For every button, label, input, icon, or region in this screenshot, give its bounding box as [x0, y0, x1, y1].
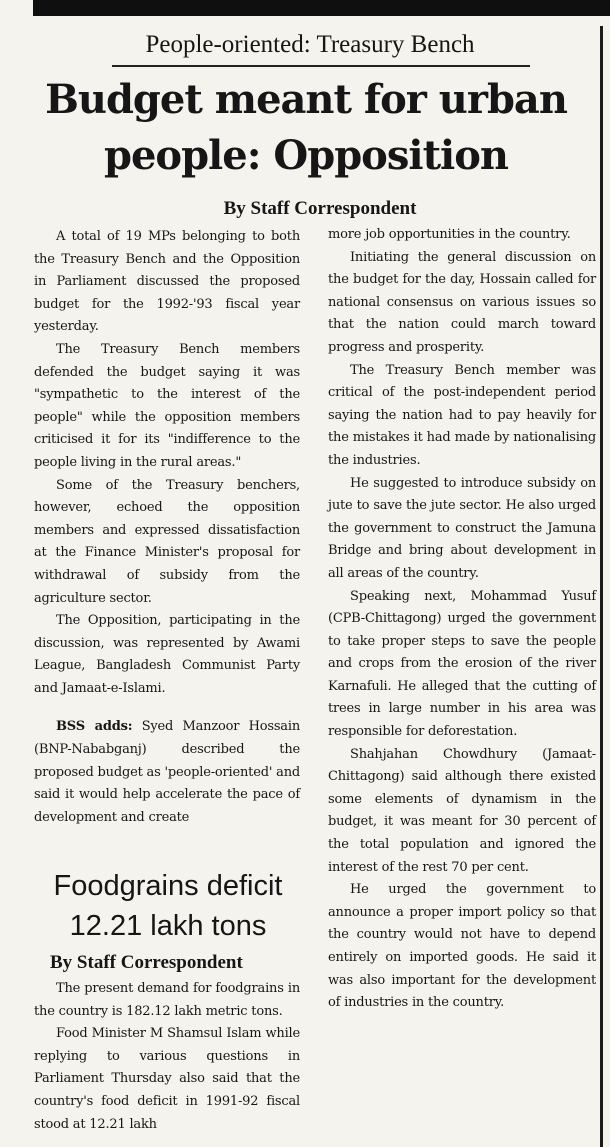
kicker-underline	[112, 65, 530, 67]
paragraph: A total of 19 MPs belonging to both the Treasury Bench and the Opposition in Parliament discussed the proposed budget for the 1992-'93 fiscal year yesterday.	[34, 229, 300, 335]
paragraph: more job opportunities in the country.	[328, 227, 571, 242]
article-kicker: People-oriented: Treasury Bench	[145, 31, 475, 58]
bss-text: Syed Manzoor Hossain (BNP-Nababganj) described the proposed budget as 'people-oriented' and said it would help accelerate the pace of development and create	[34, 719, 300, 825]
paragraph: Speaking next, Mohammad Yusuf (CPB-Chittagong) urged the government to take proper steps to save the people and crops from the erosion of the river Karnafuli. He alleged that the cutting of trees in large number in his area was responsible for deforestation.	[328, 588, 596, 740]
paragraph: He urged the government to announce a proper import policy so that the country would not have to depend entirely on imported goods. He said it was also important for the development of industries in the country.	[328, 882, 596, 1011]
second-article-byline: By Staff Correspondent	[50, 952, 243, 973]
paragraph: Shahjahan Chowdhury (Jamaat-Chittagong) said although there existed some elements of dynamism in the budget, it was meant for 30 percent of the total population and ignored the interest of the rest 70 per cent.	[328, 746, 596, 875]
paragraph: The present demand for foodgrains in the country is 182.12 lakh metric tons.	[34, 981, 300, 1019]
article-byline: By Staff Correspondent	[223, 198, 417, 219]
paragraph: He suggested to introduce subsidy on jute to save the jute sector. He also urged the government to construct the Jamuna Bridge and bring about development in all areas of the country.	[328, 475, 596, 581]
column-rule	[600, 26, 603, 1147]
article-column-1	[34, 226, 300, 829]
bss-paragraph	[34, 716, 300, 829]
paragraph: Initiating the general discussion on the budget for the day, Hossain called for national consensus on various issues so that the nation could march toward progress and prosperity.	[328, 249, 596, 355]
paragraph: The Treasury Bench members defended the budget saying it was "sympathetic to the interest of the people" while the opposition members criticised it for its "indifference to the people living in the rural areas."	[34, 341, 300, 470]
article-headline: Budget meant for urban people: Opposition	[45, 76, 567, 179]
second-article-headline: Foodgrains deficit 12.21 lakh tons	[53, 870, 283, 942]
second-article-column	[34, 978, 300, 1136]
paragraph: The Treasury Bench member was critical of the post-independent period saying the nation had to pay heavily for the mistakes it had made by nationalising the industries.	[328, 362, 596, 468]
paragraph: The Opposition, participating in the discussion, was represented by Awami League, Bangladesh Communist Party and Jamaat-e-Islami.	[34, 613, 300, 696]
article-column-2	[328, 224, 596, 1015]
paragraph: Some of the Treasury benchers, however, echoed the opposition members and expressed dissatisfaction at the Finance Minister's proposal for withdrawal of subsidy from the agriculture sector.	[34, 477, 300, 606]
top-border-bar	[33, 0, 610, 16]
paragraph: Food Minister M Shamsul Islam while replying to various questions in Parliament Thursday also said that the country's food deficit in 1991-92 fiscal stood at 12.21 lakh	[34, 1026, 300, 1132]
bss-label: BSS adds:	[56, 719, 133, 735]
